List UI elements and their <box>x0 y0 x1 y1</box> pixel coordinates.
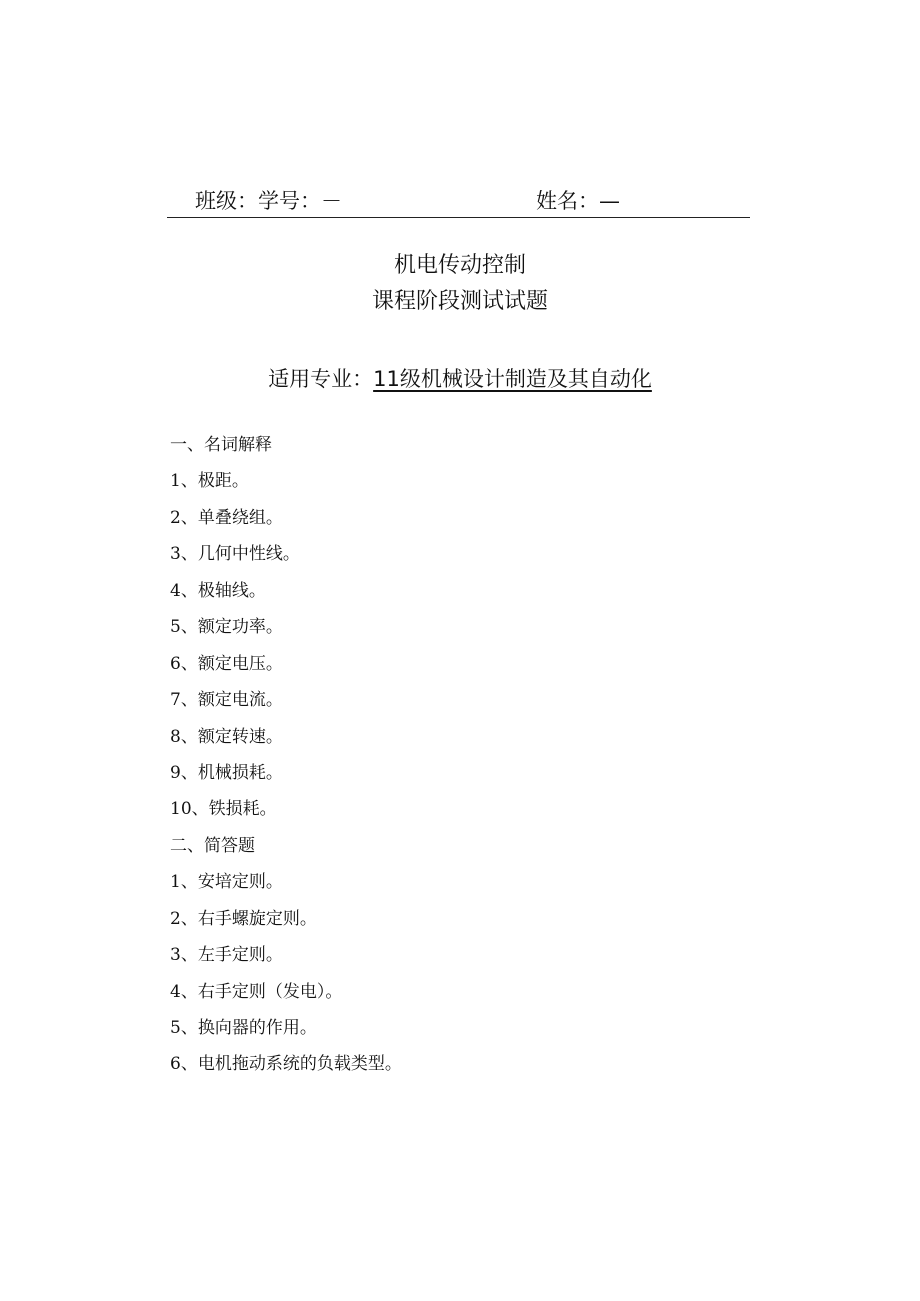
list-item: 7、额定电流。 <box>170 690 283 711</box>
section-heading-short-answer: 二、简答题 <box>170 835 255 856</box>
list-item: 2、右手螺旋定则。 <box>170 908 317 929</box>
list-item: 5、额定功率。 <box>170 617 283 638</box>
class-student-id-field: 班级：学号：－ <box>195 189 342 213</box>
list-item: 6、电机拖动系统的负载类型。 <box>170 1054 402 1075</box>
list-item: 1、极距。 <box>170 471 249 492</box>
list-item: 3、左手定则。 <box>170 945 283 966</box>
student-name-field: 姓名：— <box>536 189 620 213</box>
header-underline <box>167 217 750 218</box>
list-item: 4、极轴线。 <box>170 580 266 601</box>
applicable-major <box>0 363 920 395</box>
list-item: 2、单叠绕组。 <box>170 507 283 528</box>
course-title: 机电传动控制 <box>393 253 526 278</box>
list-item: 1、安培定则。 <box>170 872 283 893</box>
major-label: 适用专业： <box>268 367 374 391</box>
list-item: 10、铁损耗。 <box>170 799 277 820</box>
list-item: 9、机械损耗。 <box>170 762 283 783</box>
exam-subtitle: 课程阶段测试试题 <box>371 289 548 314</box>
list-item: 8、额定转速。 <box>170 726 283 747</box>
list-item: 3、几何中性线。 <box>170 544 300 565</box>
list-item: 4、右手定则（发电）。 <box>170 981 343 1002</box>
question-list <box>170 430 402 1086</box>
section-heading-terms: 一、名词解释 <box>170 435 272 455</box>
list-item: 6、额定电压。 <box>170 653 283 674</box>
list-item: 5、换向器的作用。 <box>170 1018 317 1038</box>
major-value: 11级机械设计制造及其自动化 <box>373 367 652 391</box>
